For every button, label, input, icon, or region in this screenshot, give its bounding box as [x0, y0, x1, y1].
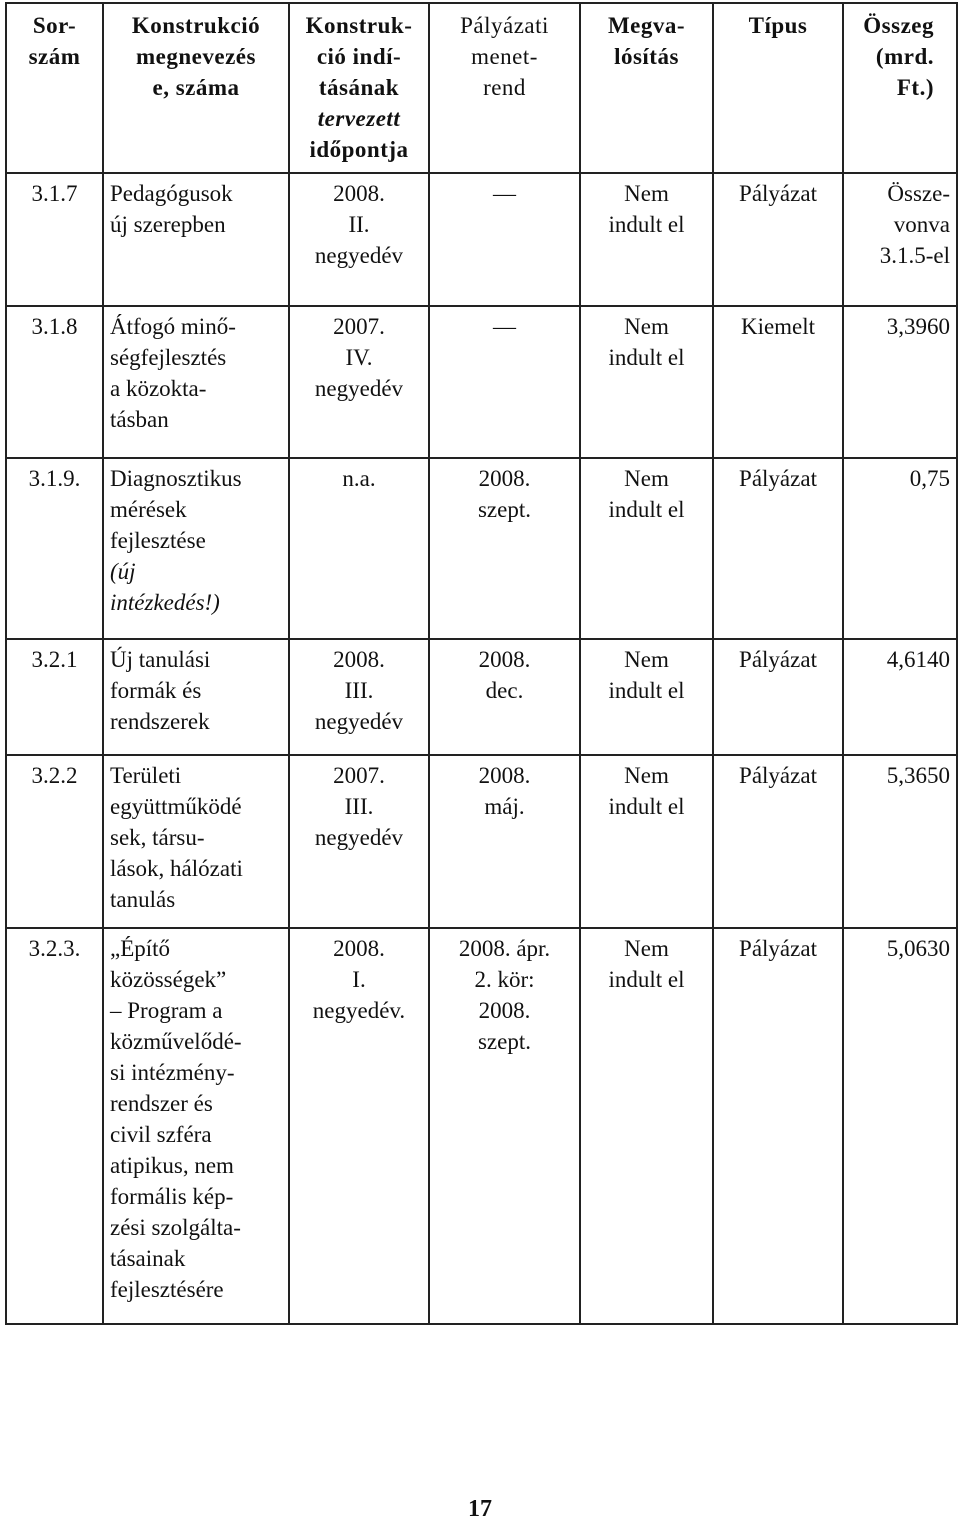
- header-palyazati-menetrend: [429, 3, 580, 173]
- row-schedule-line: 2. kör:: [474, 967, 535, 992]
- row-realization: [580, 639, 713, 755]
- row-schedule: [429, 928, 580, 1324]
- row-type: Kiemelt: [713, 306, 843, 458]
- header-text: Konstruk-: [305, 13, 413, 38]
- header-text: tásának: [318, 75, 400, 100]
- row-name: [103, 928, 289, 1324]
- row-name-line: civil szféra: [110, 1122, 212, 1147]
- row-name-line: „Építő: [110, 936, 171, 961]
- row-name: [103, 173, 289, 306]
- row-schedule-line: —: [493, 181, 516, 206]
- row-start-line: III.: [344, 678, 374, 703]
- row-name-line: Diagnosztikus: [110, 466, 242, 491]
- header-text: (mrd.: [875, 44, 934, 69]
- row-name-line: új szerepben: [110, 212, 226, 237]
- row-name-line: zési szolgálta-: [110, 1215, 241, 1240]
- header-text: Pályázati: [460, 13, 549, 38]
- row-realization-line: indult el: [608, 967, 685, 992]
- row-amount-line: 5,3650: [886, 763, 950, 788]
- row-start-line: negyedév.: [312, 998, 406, 1023]
- header-text: menet-: [471, 44, 538, 69]
- header-inditas: [289, 3, 429, 173]
- row-realization-line: indult el: [608, 212, 685, 237]
- row-realization-line: indult el: [608, 678, 685, 703]
- row-name-line: rendszer és: [110, 1091, 213, 1116]
- row-schedule: [429, 306, 580, 458]
- row-name: [103, 306, 289, 458]
- row-id: 3.2.2: [6, 755, 103, 928]
- row-start: [289, 928, 429, 1324]
- row-id: 3.1.7: [6, 173, 103, 306]
- row-id: 3.1.9.: [6, 458, 103, 639]
- row-name-line: (új: [110, 559, 136, 584]
- header-sorszam: [6, 3, 103, 173]
- row-realization-line: Nem: [624, 181, 669, 206]
- row-start: [289, 458, 429, 639]
- row-name-line: atipikus, nem: [110, 1153, 234, 1178]
- row-amount-line: 4,6140: [886, 647, 950, 672]
- row-realization: [580, 173, 713, 306]
- row-id: 3.2.3.: [6, 928, 103, 1324]
- row-start-line: 2008.: [333, 936, 385, 961]
- row-amount: [843, 755, 957, 928]
- row-type: Pályázat: [713, 639, 843, 755]
- row-name-line: a közokta-: [110, 376, 207, 401]
- row-start: [289, 755, 429, 928]
- row-realization-line: Nem: [624, 314, 669, 339]
- row-amount-line: 0,75: [909, 466, 950, 491]
- row-name-line: mérések: [110, 497, 187, 522]
- table-row: [6, 928, 957, 1324]
- row-name-line: – Program a: [110, 998, 223, 1023]
- row-type: Pályázat: [713, 928, 843, 1324]
- table-row: [6, 639, 957, 755]
- row-type: Pályázat: [713, 755, 843, 928]
- row-start-line: I.: [352, 967, 366, 992]
- row-realization: [580, 458, 713, 639]
- header-megvalositas: [580, 3, 713, 173]
- row-amount: [843, 639, 957, 755]
- header-text: tervezett: [317, 106, 401, 131]
- row-schedule-line: 2008.: [478, 647, 531, 672]
- row-schedule: [429, 639, 580, 755]
- row-schedule-line: 2008.: [478, 763, 531, 788]
- row-id: 3.1.8: [6, 306, 103, 458]
- row-amount-line: 3,3960: [886, 314, 950, 339]
- row-start-line: IV.: [345, 345, 373, 370]
- header-text: Összeg: [863, 13, 934, 38]
- header-text: Megva-: [607, 13, 686, 38]
- row-start-line: 2007.: [333, 314, 385, 339]
- row-schedule-line: máj.: [484, 794, 525, 819]
- header-tipus: [713, 3, 843, 173]
- row-amount: [843, 173, 957, 306]
- header-text: lósítás: [614, 44, 679, 69]
- row-schedule-line: 2008.: [478, 998, 531, 1023]
- row-amount-line: vonva: [893, 212, 950, 237]
- row-name-line: fejlesztésére: [110, 1277, 224, 1302]
- row-name: [103, 639, 289, 755]
- row-name-line: közösségek”: [110, 967, 227, 992]
- row-name-line: Átfogó minő-: [110, 314, 236, 339]
- row-start: [289, 639, 429, 755]
- row-start-line: negyedév: [314, 709, 404, 734]
- row-name-line: Pedagógusok: [110, 181, 233, 206]
- row-realization: [580, 755, 713, 928]
- row-name-line: rendszerek: [110, 709, 210, 734]
- header-text: Konstrukció: [131, 13, 261, 38]
- row-name-line: Területi: [110, 763, 182, 788]
- row-start-line: negyedév: [314, 825, 404, 850]
- row-schedule-line: 2008. ápr.: [458, 936, 551, 961]
- row-type: Pályázat: [713, 458, 843, 639]
- row-id: 3.2.1: [6, 639, 103, 755]
- row-start: [289, 173, 429, 306]
- row-start-line: III.: [344, 794, 374, 819]
- row-realization: [580, 306, 713, 458]
- row-name-line: tanulás: [110, 887, 176, 912]
- table-row: [6, 306, 957, 458]
- row-schedule: [429, 458, 580, 639]
- row-schedule-line: —: [493, 314, 516, 339]
- row-schedule: [429, 173, 580, 306]
- row-start-line: II.: [348, 212, 370, 237]
- row-realization-line: indult el: [608, 794, 685, 819]
- row-schedule-line: dec.: [485, 678, 524, 703]
- row-start-line: 2008.: [333, 647, 385, 672]
- header-osszeg: [843, 3, 957, 173]
- row-name-line: ségfejlesztés: [110, 345, 227, 370]
- row-amount: [843, 928, 957, 1324]
- header-text: megnevezés: [136, 44, 256, 69]
- row-amount-line: 3.1.5-el: [879, 243, 950, 268]
- header-text: e, száma: [152, 75, 240, 100]
- row-name-line: lások, hálózati: [110, 856, 243, 881]
- project-table: [5, 2, 958, 1325]
- row-start-line: 2007.: [333, 763, 385, 788]
- row-name: [103, 755, 289, 928]
- row-realization-line: Nem: [624, 936, 669, 961]
- table-row: [6, 173, 957, 306]
- row-realization-line: indult el: [608, 497, 685, 522]
- row-start: [289, 306, 429, 458]
- row-schedule: [429, 755, 580, 928]
- header-text: szám: [28, 44, 81, 69]
- row-realization-line: Nem: [624, 466, 669, 491]
- table-row: [6, 755, 957, 928]
- row-schedule-line: szept.: [477, 1029, 531, 1054]
- page-number: 17: [468, 1496, 492, 1522]
- row-name-line: tásban: [110, 407, 169, 432]
- row-amount: [843, 306, 957, 458]
- row-realization-line: Nem: [624, 647, 669, 672]
- row-name: [103, 458, 289, 639]
- row-name-line: si intézmény-: [110, 1060, 235, 1085]
- header-konstrukcio: [103, 3, 289, 173]
- row-name-line: együttműködé: [110, 794, 242, 819]
- row-name-line: intézkedés!): [110, 590, 220, 615]
- row-start-line: negyedév: [314, 376, 404, 401]
- row-amount-line: Össze-: [887, 181, 950, 206]
- row-name-line: formák és: [110, 678, 202, 703]
- header-text: ció indí-: [316, 44, 402, 69]
- row-realization: [580, 928, 713, 1324]
- header-text: rend: [483, 75, 526, 100]
- row-name-line: formális kép-: [110, 1184, 234, 1209]
- row-amount-line: 5,0630: [886, 936, 950, 961]
- row-start-line: n.a.: [342, 466, 376, 491]
- row-start-line: 2008.: [333, 181, 385, 206]
- row-amount: [843, 458, 957, 639]
- row-name-line: Új tanulási: [110, 647, 211, 672]
- row-name-line: tásainak: [110, 1246, 186, 1271]
- row-name-line: fejlesztése: [110, 528, 206, 553]
- header-text: időpontja: [309, 137, 409, 162]
- header-row: [6, 3, 957, 173]
- row-name-line: sek, társu-: [110, 825, 205, 850]
- header-text: Sor-: [32, 13, 77, 38]
- row-schedule-line: szept.: [477, 497, 531, 522]
- row-start-line: negyedév: [314, 243, 404, 268]
- header-text: Ft.): [896, 75, 934, 100]
- row-realization-line: indult el: [608, 345, 685, 370]
- header-text: Típus: [748, 13, 808, 38]
- table-row: [6, 458, 957, 639]
- row-realization-line: Nem: [624, 763, 669, 788]
- row-schedule-line: 2008.: [478, 466, 531, 491]
- row-name-line: közművelődé-: [110, 1029, 242, 1054]
- row-type: Pályázat: [713, 173, 843, 306]
